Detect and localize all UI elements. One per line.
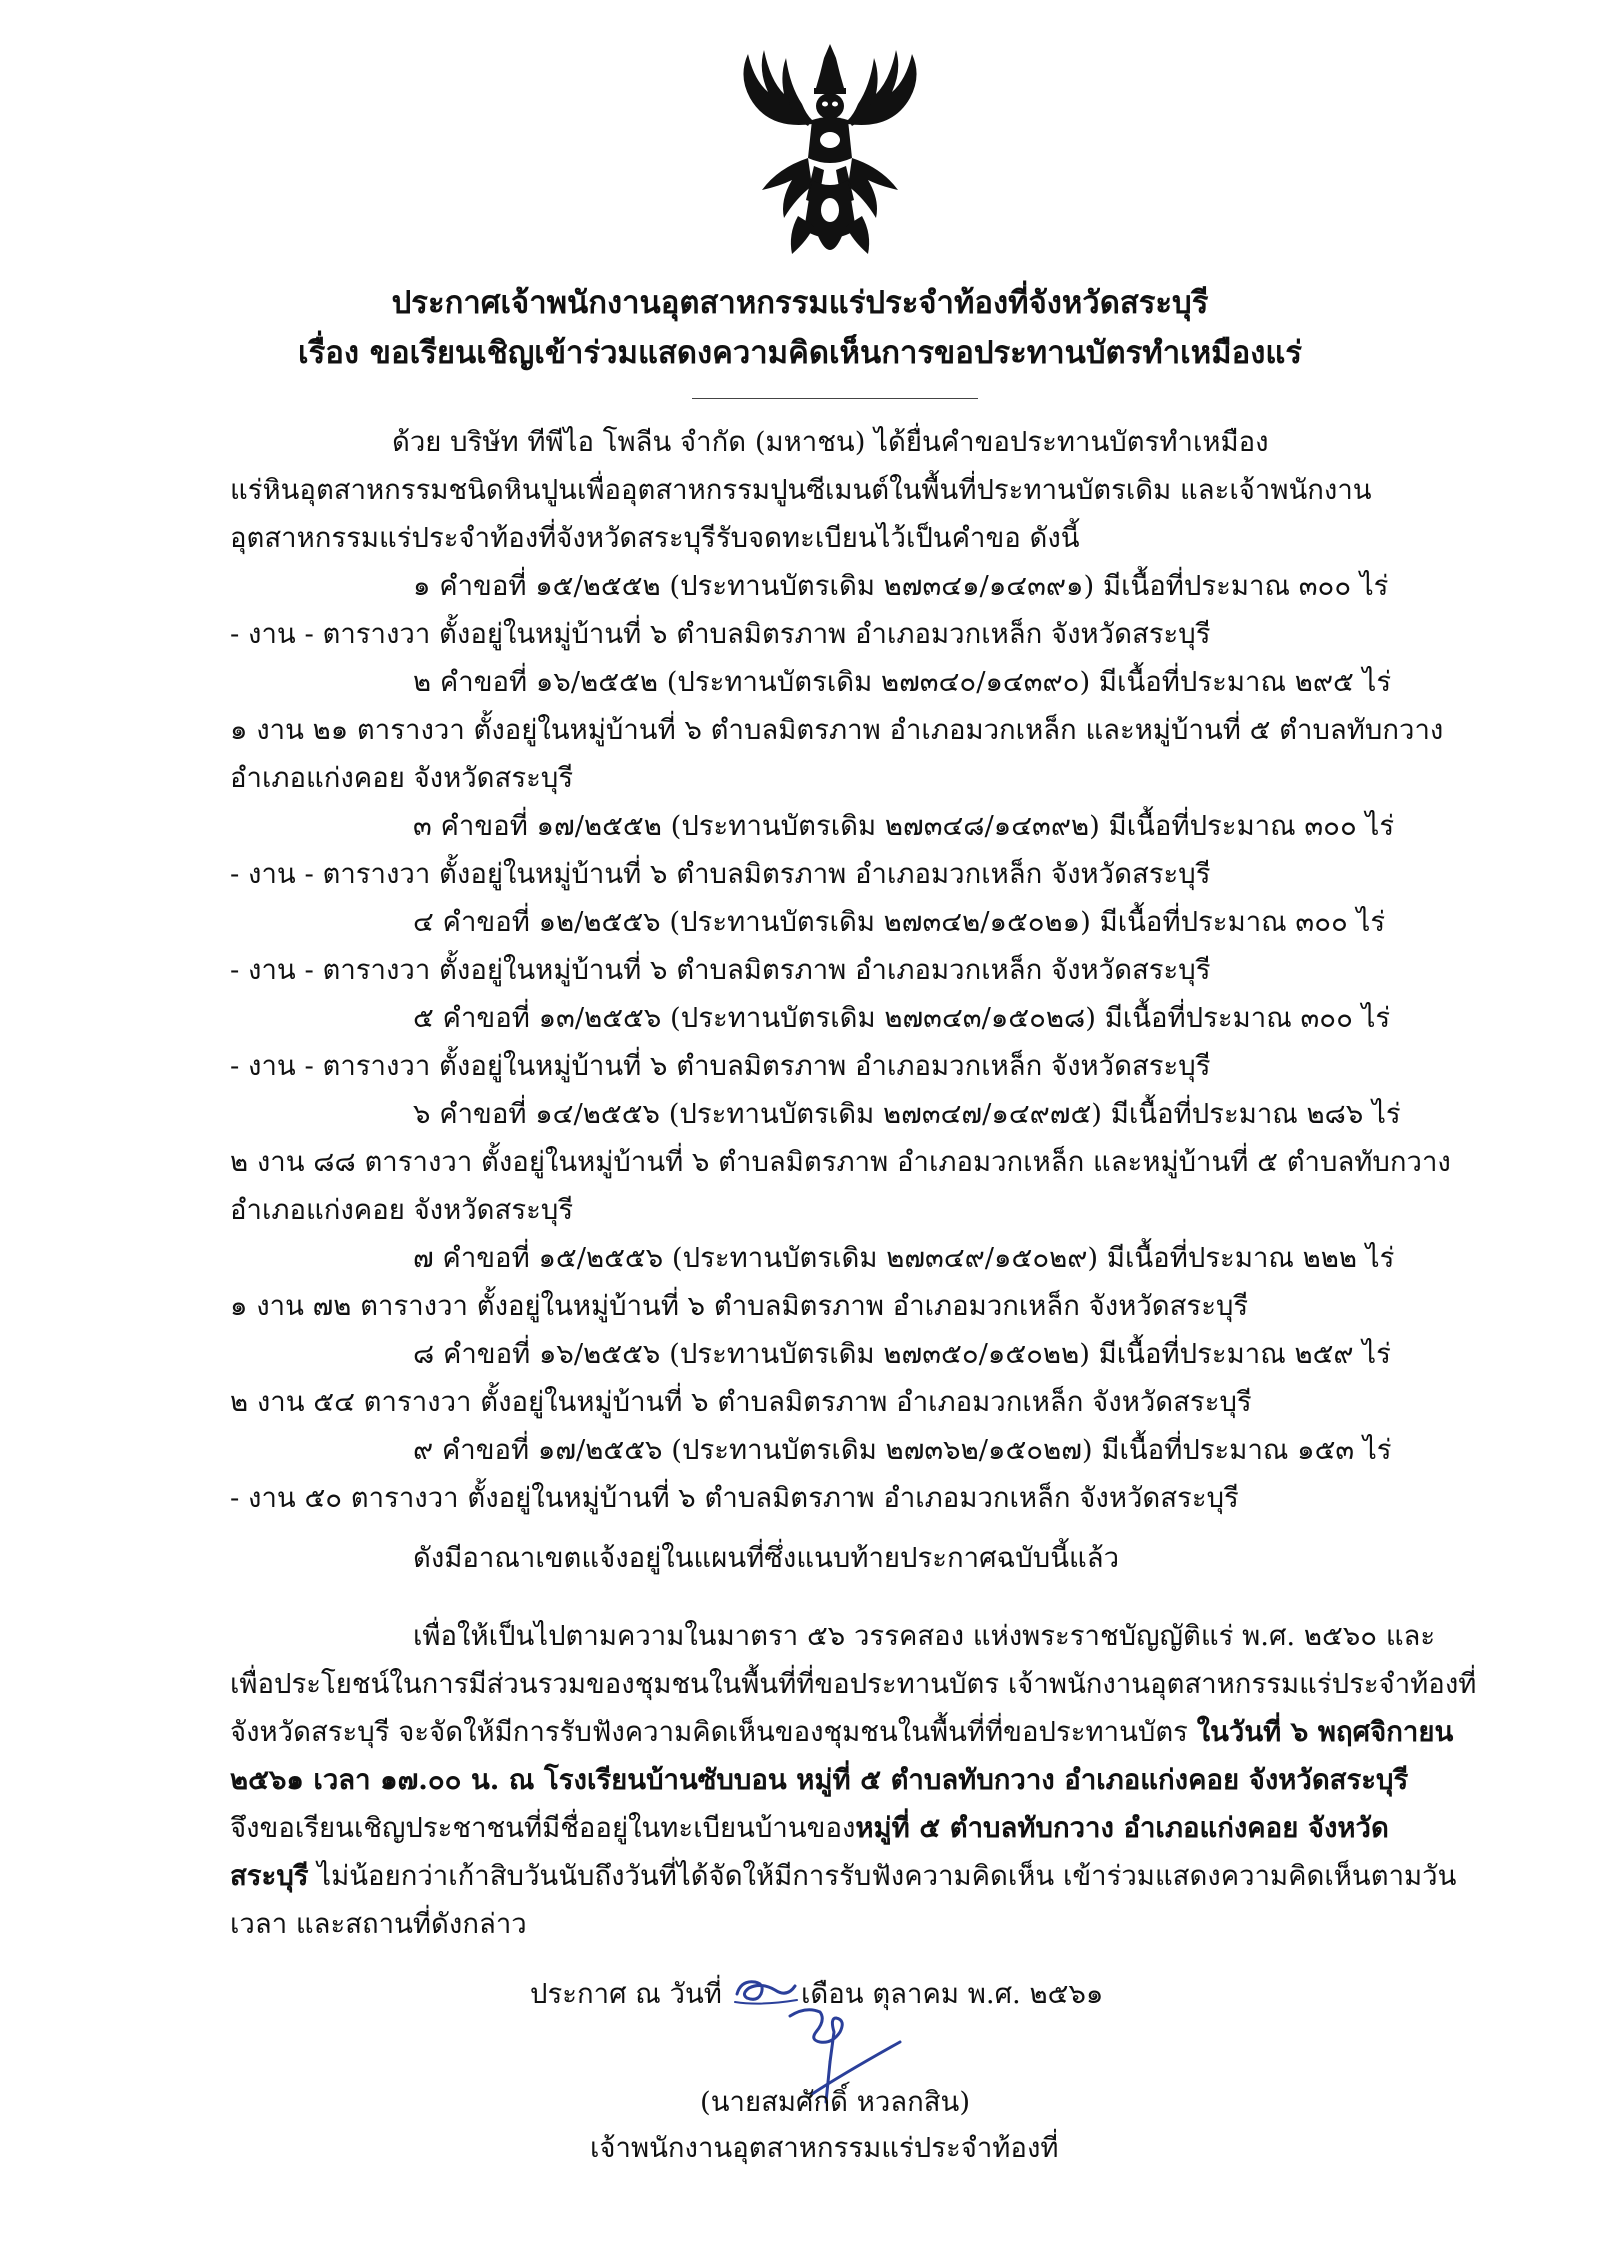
intro-line-2: แร่หินอุตสาหกรรมชนิดหินปูนเพื่ออุตสาหกรรมปูนซีเมนต์ในพื้นที่ประทานบัตรเดิม และเจ้าพนักงาน <box>230 474 1372 506</box>
hearing-line-7: เวลา และสถานที่ดังกล่าว <box>230 1908 527 1940</box>
hearing-line-3 <box>230 1710 1453 1754</box>
request-2-line-1: ๒ คำขอที่ ๑๖/๒๕๕๒ (ประทานบัตรเดิม ๒๗๓๔๐/๑๔๓๙๐) มีเนื้อที่ประมาณ ๒๙๕ ไร่ <box>413 666 1392 698</box>
request-4-line-2: - งาน - ตารางวา ตั้งอยู่ในหมู่บ้านที่ ๖ ตำบลมิตรภาพ อำเภอมวกเหล็ก จังหวัดสระบุรี <box>230 954 1211 986</box>
request-9-line-1: ๙ คำขอที่ ๑๗/๒๕๕๖ (ประทานบัตรเดิม ๒๗๓๖๒/๑๕๐๒๗) มีเนื้อที่ประมาณ ๑๕๓ ไร่ <box>413 1434 1392 1466</box>
hearing-line-5 <box>230 1806 1389 1850</box>
title-line-1: ประกาศเจ้าพนักงานอุตสาหกรรมแร่ประจำท้องที่จังหวัดสระบุรี <box>391 285 1209 321</box>
hearing-line-1: เพื่อให้เป็นไปตามความในมาตรา ๕๖ วรรคสอง แห่งพระราชบัญญัติแร่ พ.ศ. ๒๕๖๐ และ <box>413 1620 1436 1652</box>
hearing-line-6 <box>230 1854 1456 1898</box>
request-6-line-2: ๒ งาน ๘๘ ตารางวา ตั้งอยู่ในหมู่บ้านที่ ๖ ตำบลมิตรภาพ อำเภอมวกเหล็ก และหมู่บ้านที่ ๕ ตำบลทับกวาง <box>230 1146 1451 1178</box>
announced-suffix: เดือน ตุลาคม พ.ศ. ๒๕๖๑ <box>801 1978 1104 2010</box>
request-8-line-2: ๒ งาน ๕๔ ตารางวา ตั้งอยู่ในหมู่บ้านที่ ๖ ตำบลมิตรภาพ อำเภอมวกเหล็ก จังหวัดสระบุรี <box>230 1386 1252 1418</box>
request-2-line-2: ๑ งาน ๒๑ ตารางวา ตั้งอยู่ในหมู่บ้านที่ ๖ ตำบลมิตรภาพ อำเภอมวกเหล็ก และหมู่บ้านที่ ๕ ตำบลทับกวาง <box>230 714 1444 746</box>
garuda-emblem-icon <box>728 40 932 264</box>
request-4-line-1: ๔ คำขอที่ ๑๒/๒๕๕๖ (ประทานบัตรเดิม ๒๗๓๔๒/๑๕๐๒๑) มีเนื้อที่ประมาณ ๓๐๐ ไร่ <box>413 906 1386 938</box>
hearing-line-4: ๒๕๖๑ เวลา ๑๗.๐๐ น. ณ โรงเรียนบ้านซับบอน หมู่ที่ ๕ ตำบลทับกวาง อำเภอแก่งคอย จังหวัดสระบุรี <box>230 1764 1409 1796</box>
request-5-line-2: - งาน - ตารางวา ตั้งอยู่ในหมู่บ้านที่ ๖ ตำบลมิตรภาพ อำเภอมวกเหล็ก จังหวัดสระบุรี <box>230 1050 1211 1082</box>
title-divider <box>692 398 978 399</box>
intro-line-3: อุตสาหกรรมแร่ประจำท้องที่จังหวัดสระบุรีรับจดทะเบียนไว้เป็นคำขอ ดังนี้ <box>230 522 1080 554</box>
announced-prefix: ประกาศ ณ วันที่ <box>530 1978 722 2010</box>
request-7-line-2: ๑ งาน ๗๒ ตารางวา ตั้งอยู่ในหมู่บ้านที่ ๖ ตำบลมิตรภาพ อำเภอมวกเหล็ก จังหวัดสระบุรี <box>230 1290 1249 1322</box>
request-3-line-2: - งาน - ตารางวา ตั้งอยู่ในหมู่บ้านที่ ๖ ตำบลมิตรภาพ อำเภอมวกเหล็ก จังหวัดสระบุรี <box>230 858 1211 890</box>
hearing-line-2: เพื่อประโยชน์ในการมีส่วนรวมของชุมชนในพื้นที่ที่ขอประทานบัตร เจ้าพนักงานอุตสาหกรรมแร่ประจำท้องที่ <box>230 1668 1477 1700</box>
request-1-line-1: ๑ คำขอที่ ๑๕/๒๕๕๒ (ประทานบัตรเดิม ๒๗๓๔๑/๑๔๓๙๑) มีเนื้อที่ประมาณ ๓๐๐ ไร่ <box>413 570 1389 602</box>
signer-position: เจ้าพนักงานอุตสาหกรรมแร่ประจำท้องที่ <box>590 2132 1059 2164</box>
request-7-line-1: ๗ คำขอที่ ๑๕/๒๕๕๖ (ประทานบัตรเดิม ๒๗๓๔๙/๑๕๐๒๙) มีเนื้อที่ประมาณ ๒๒๒ ไร่ <box>413 1242 1395 1274</box>
map-note: ดังมีอาณาเขตแจ้งอยู่ในแผนที่ซึ่งแนบท้ายประกาศฉบับนี้แล้ว <box>413 1542 1120 1574</box>
signer-name: (นายสมศักดิ์ หวลกสิน) <box>700 2086 971 2118</box>
request-6-line-3: อำเภอแก่งคอย จังหวัดสระบุรี <box>230 1194 574 1226</box>
request-6-line-1: ๖ คำขอที่ ๑๔/๒๕๕๖ (ประทานบัตรเดิม ๒๗๓๔๗/๑๔๙๗๕) มีเนื้อที่ประมาณ ๒๘๖ ไร่ <box>413 1098 1401 1130</box>
request-8-line-1: ๘ คำขอที่ ๑๖/๒๕๕๖ (ประทานบัตรเดิม ๒๗๓๕๐/๑๕๐๒๒) มีเนื้อที่ประมาณ ๒๕๙ ไร่ <box>413 1338 1391 1370</box>
request-1-line-2: - งาน - ตารางวา ตั้งอยู่ในหมู่บ้านที่ ๖ ตำบลมิตรภาพ อำเภอมวกเหล็ก จังหวัดสระบุรี <box>230 618 1211 650</box>
request-2-line-3: อำเภอแก่งคอย จังหวัดสระบุรี <box>230 762 574 794</box>
intro-line-1: ด้วย บริษัท ทีพีไอ โพลีน จำกัด (มหาชน) ได้ยื่นคำขอประทานบัตรทำเหมือง <box>392 426 1269 458</box>
hearing-province: สระบุรี <box>230 1860 309 1892</box>
request-3-line-1: ๓ คำขอที่ ๑๗/๒๕๕๒ (ประทานบัตรเดิม ๒๗๓๔๘/๑๔๓๙๒) มีเนื้อที่ประมาณ ๓๐๐ ไร่ <box>413 810 1395 842</box>
hearing-line-5-text: จึงขอเรียนเชิญประชาชนที่มีชื่ออยู่ในทะเบียนบ้านของ <box>230 1812 856 1844</box>
title-line-2: เรื่อง ขอเรียนเชิญเข้าร่วมแสดงความคิดเห็นการขอประทานบัตรทำเหมืองแร่ <box>298 335 1302 371</box>
request-5-line-1: ๕ คำขอที่ ๑๓/๒๕๕๖ (ประทานบัตรเดิม ๒๗๓๔๓/๑๕๐๒๘) มีเนื้อที่ประมาณ ๓๐๐ ไร่ <box>413 1002 1391 1034</box>
hearing-village: หมู่ที่ ๕ ตำบลทับกวาง อำเภอแก่งคอย จังหวัด <box>855 1812 1389 1844</box>
hearing-line-6-text: ไม่น้อยกว่าเก้าสิบวันนับถึงวันที่ได้จัดให้มีการรับฟังความคิดเห็น เข้าร่วมแสดงความคิดเห็นตามวัน <box>308 1860 1457 1892</box>
hearing-line-3-text: จังหวัดสระบุรี จะจัดให้มีการรับฟังความคิดเห็นของชุมชนในพื้นที่ที่ขอประทานบัตร <box>230 1716 1197 1748</box>
request-9-line-2: - งาน ๕๐ ตารางวา ตั้งอยู่ในหมู่บ้านที่ ๖ ตำบลมิตรภาพ อำเภอมวกเหล็ก จังหวัดสระบุรี <box>230 1482 1239 1514</box>
hearing-date: ในวันที่ ๖ พฤศจิกายน <box>1196 1716 1454 1748</box>
